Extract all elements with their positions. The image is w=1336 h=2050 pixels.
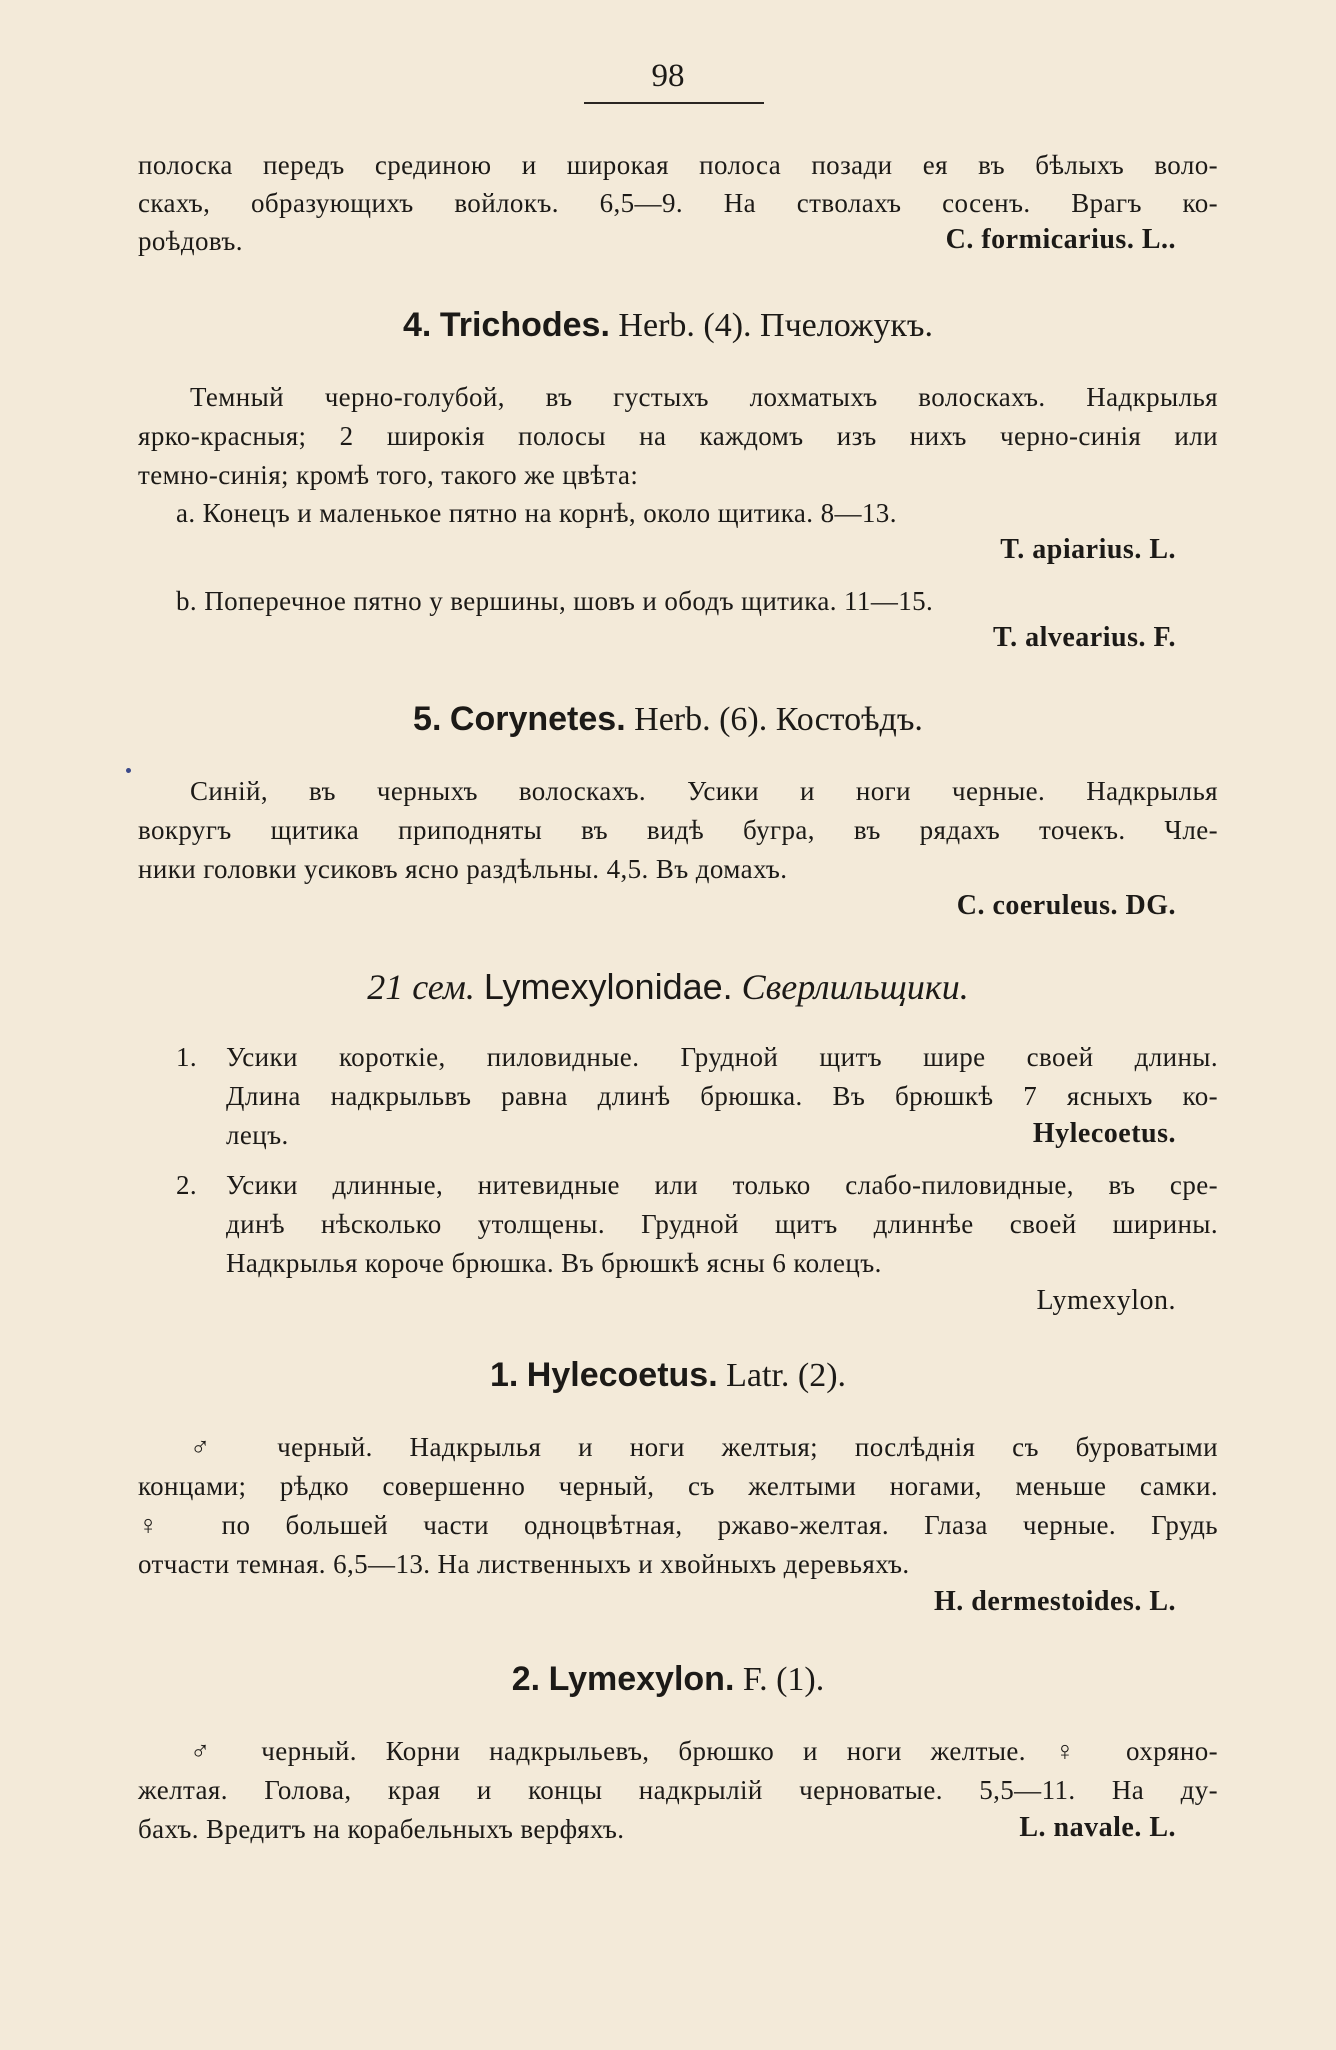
heading-number: 4.: [403, 306, 432, 344]
heading-genus: Trichodes.: [439, 306, 610, 344]
hylecoetus-line-4: отчасти темная. 6,5—13. На лиственныхъ и хвойныхъ деревьяхъ.: [138, 1549, 910, 1579]
genus-heading-lymexylon: [0, 1660, 1336, 1699]
genus-heading-trichodes: [0, 306, 1336, 345]
genus-heading-hylecoetus: [0, 1356, 1336, 1395]
trichodes-line-2: ярко-красныя; 2 широкія полосы на каждомъ изъ нихъ черно-синія или: [138, 421, 1218, 451]
heading-rest: Herb. (4). Пчеложукъ.: [618, 307, 933, 344]
key-item-1-line-3: лецъ.: [226, 1120, 289, 1150]
key-item-1-line-1: Усики короткіе, пиловидные. Грудной щитъ шире своей длины.: [226, 1042, 1218, 1072]
heading-genus: Lymexylon.: [548, 1660, 735, 1698]
corynetes-line-1: Синій, въ черныхъ волоскахъ. Усики и ноги черные. Надкрылья: [190, 776, 1218, 806]
species-dermestoides: H. dermestoides. L.: [933, 1586, 1176, 1617]
page-number-rule: [584, 102, 764, 104]
genus-heading-corynetes: [0, 700, 1336, 739]
trichodes-item-b: b. Поперечное пятно у вершины, шовъ и ободъ щитика. 11—15.: [176, 586, 934, 616]
heading-number: 5.: [413, 700, 442, 738]
corynetes-line-3: ники головки усиковъ ясно раздѣльны. 4,5. Въ домахъ.: [138, 854, 788, 884]
heading-rest: Herb. (6). Костоѣдъ.: [634, 701, 923, 738]
ink-dot: [126, 768, 131, 773]
key-item-2-line-2: динѣ нѣсколько утолщены. Грудной щитъ длиннѣе своей ширины.: [226, 1209, 1218, 1239]
heading-number: 1.: [489, 1356, 519, 1394]
species-navale: L. navale. L.: [1019, 1812, 1176, 1843]
page-number: 98: [651, 58, 685, 94]
hylecoetus-line-3: ♀ по большей части одноцвѣтная, ржаво-желтая. Глаза черные. Грудь: [138, 1510, 1218, 1540]
heading-rest: Latr. (2).: [726, 1357, 847, 1394]
intro-line-2: скахъ, образующихъ войлокъ. 6,5—9. На стволахъ сосенъ. Врагъ ко-: [138, 188, 1218, 218]
key-item-2-number: 2.: [176, 1170, 198, 1200]
hylecoetus-line-2: концами; рѣдко совершенно черный, съ желтыми ногами, меньше самки.: [138, 1471, 1218, 1501]
intro-line-1: полоска передъ срединою и широкая полоса позади ея въ бѣлыхъ воло-: [138, 150, 1218, 180]
key-item-1-number: 1.: [176, 1042, 198, 1072]
key-item-2-line-1: Усики длинные, нитевидные или только слабо-пиловидные, въ сре-: [226, 1170, 1218, 1200]
hylecoetus-line-1: ♂ черный. Надкрылья и ноги желтыя; послѣднія съ буроватыми: [190, 1432, 1218, 1462]
key-genus-lymexylon: Lymexylon.: [1036, 1285, 1176, 1316]
species-alvearius: T. alvearius. F.: [992, 622, 1176, 653]
family-name: Lymexylonidae.: [483, 966, 733, 1007]
family-russian: Сверлильщики.: [741, 967, 969, 1007]
intro-line-3: роѣдовъ.: [138, 226, 243, 256]
lymexylon-line-3: бахъ. Вредитъ на корабельныхъ верфяхъ.: [138, 1814, 625, 1844]
corynetes-line-2: вокругъ щитика приподняты въ видѣ бугра, въ рядахъ точекъ. Чле-: [138, 815, 1218, 845]
trichodes-line-1: Темный черно-голубой, въ густыхъ лохматыхъ волоскахъ. Надкрылья: [190, 382, 1218, 412]
species-coeruleus: C. coeruleus. DG.: [956, 890, 1176, 921]
heading-genus: Hylecoetus.: [526, 1356, 718, 1394]
lymexylon-line-2: желтая. Голова, края и концы надкрылій черноватые. 5,5—11. На ду-: [138, 1775, 1218, 1805]
heading-number: 2.: [511, 1660, 541, 1698]
lymexylon-line-1: ♂ черный. Корни надкрыльевъ, брюшко и ноги желтые. ♀ охряно-: [190, 1736, 1218, 1766]
family-number: 21 сем.: [367, 967, 475, 1007]
heading-genus: Corynetes.: [449, 700, 626, 738]
trichodes-item-a: а. Конецъ и маленькое пятно на корнѣ, около щитика. 8—13.: [176, 498, 897, 528]
heading-rest: F. (1).: [742, 1661, 825, 1698]
trichodes-line-3: темно-синія; кромѣ того, такого же цвѣта:: [138, 460, 639, 490]
species-formicarius: C. formicarius. L..: [945, 224, 1176, 255]
key-item-2-line-3: Надкрылья короче брюшка. Въ брюшкѣ ясны 6 колецъ.: [226, 1248, 882, 1278]
species-apiarius: T. apiarius. L.: [1000, 534, 1176, 565]
key-genus-hylecoetus: Hylecoetus.: [1032, 1118, 1176, 1149]
family-heading: [0, 966, 1336, 1008]
key-item-1-line-2: Длина надкрыльвъ равна длинѣ брюшка. Въ брюшкѣ 7 ясныхъ ко-: [226, 1081, 1218, 1111]
